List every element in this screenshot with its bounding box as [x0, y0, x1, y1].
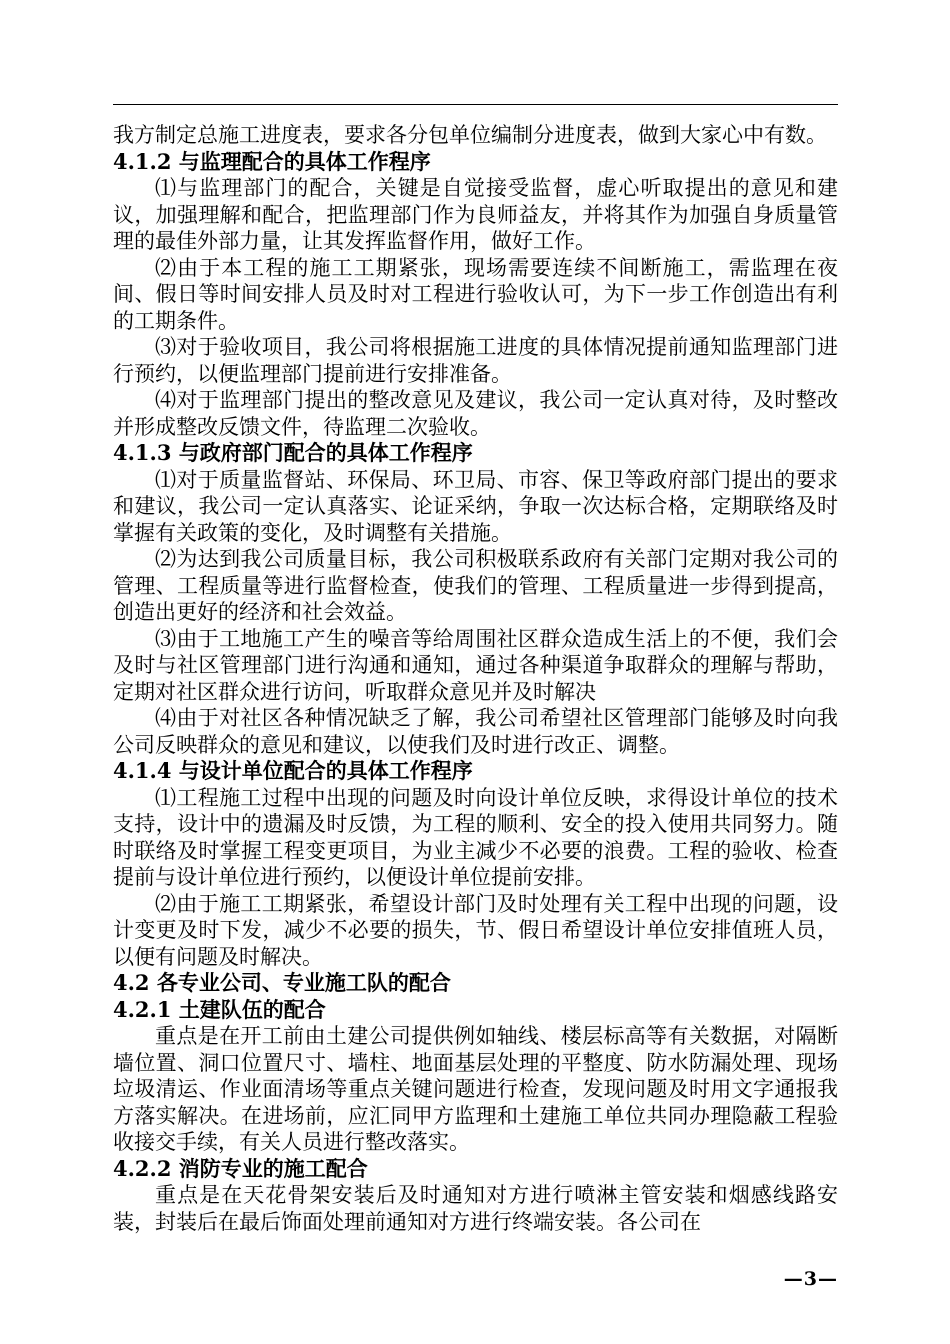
paragraph: ⑵为达到我公司质量目标，我公司积极联系政府有关部门定期对我公司的管理、工程质量等进行监督检查，使我们的管理、工程质量进一步得到提高，创造出更好的经济和社会效益。: [113, 547, 838, 624]
paragraph: ⑵由于本工程的施工工期紧张，现场需要连续不间断施工，需监理在夜间、假日等时间安排人员及时对工程进行验收认可，为下一步工作创造出有利的工期条件。: [113, 255, 838, 333]
section-heading-4-2-2: 4.2.2 消防专业的施工配合: [113, 1155, 368, 1181]
page-number: —3—: [783, 1268, 838, 1290]
paragraph: ⑵由于施工工期紧张，希望设计部门及时处理有关工程中出现的问题，设计变更及时下发，减少不必要的损失，节、假日希望设计单位安排值班人员，以便有问题及时解决。: [113, 891, 838, 969]
paragraph: ⑷对于监理部门提出的整改意见及建议，我公司一定认真对待，及时整改并形成整改反馈文件，待监理二次验收。: [113, 388, 838, 439]
document-body: [113, 122, 838, 1235]
paragraph: ⑶由于工地施工产生的噪音等给周围社区群众造成生活上的不便，我们会及时与社区管理部门进行沟通和通知，通过各种渠道争取群众的理解与帮助，定期对社区群众进行访问，听取群众意见并及时解决: [113, 626, 838, 704]
paragraph: ⑶对于验收项目，我公司将根据施工进度的具体情况提前通知监理部门进行预约，以便监理部门提前进行安排准备。: [113, 335, 838, 386]
paragraph: ⑴对于质量监督站、环保局、环卫局、市容、保卫等政府部门提出的要求和建议，我公司一定认真落实、论证采纳，争取一次达标合格，定期联络及时掌握有关政策的变化，及时调整有关措施。: [113, 467, 838, 545]
section-heading-4-1-4: 4.1.4 与设计单位配合的具体工作程序: [113, 758, 473, 783]
paragraph: ⑴与监理部门的配合，关键是自觉接受监督，虚心听取提出的意见和建议，加强理解和配合，把监理部门作为良师益友，并将其作为加强自身质量管理的最佳外部力量，让其发挥监督作用，做好工作。: [113, 176, 838, 253]
section-heading-4-1-3: 4.1.3 与政府部门配合的具体工作程序: [113, 440, 473, 465]
paragraph: 重点是在天花骨架安装后及时通知对方进行喷淋主管安装和烟感线路安装，封装后在最后饰面处理前通知对方进行终端安装。各公司在: [113, 1183, 838, 1234]
section-heading-4-1-2: 4.1.2 与监理配合的具体工作程序: [113, 148, 431, 174]
section-heading-4-2: 4.2 各专业公司、专业施工队的配合: [113, 970, 451, 995]
paragraph: ⑷由于对社区各种情况缺乏了解，我公司希望社区管理部门能够及时向我公司反映群众的意见和建议，以使我们及时进行改正、调整。: [113, 706, 838, 757]
paragraph: 我方制定总施工进度表，要求各分包单位编制分进度表，做到大家心中有数。: [113, 123, 827, 147]
paragraph: 重点是在开工前由土建公司提供例如轴线、楼层标高等有关数据，对隔断墙位置、洞口位置尺寸、墙柱、地面基层处理的平整度、防水防漏处理、现场垃圾清运、作业面清场等重点关键问题进行检查，发现问题及时用文字通报我方落实解决。在进场前，应汇同甲方监理和土建施工单位共同办理隐蔽工程验收接交手续，有关人员进行整改落实。: [113, 1024, 838, 1154]
paragraph: ⑴工程施工过程中出现的问题及时向设计单位反映，求得设计单位的技术支持，设计中的遗漏及时反馈，为工程的顺利、安全的投入使用共同努力。随时联络及时掌握工程变更项目，为业主减少不必要的浪费。工程的验收、检查提前与设计单位进行预约，以便设计单位提前安排。: [113, 785, 838, 889]
section-heading-4-2-1: 4.2.1 土建队伍的配合: [113, 996, 326, 1022]
header-rule: [113, 104, 838, 105]
